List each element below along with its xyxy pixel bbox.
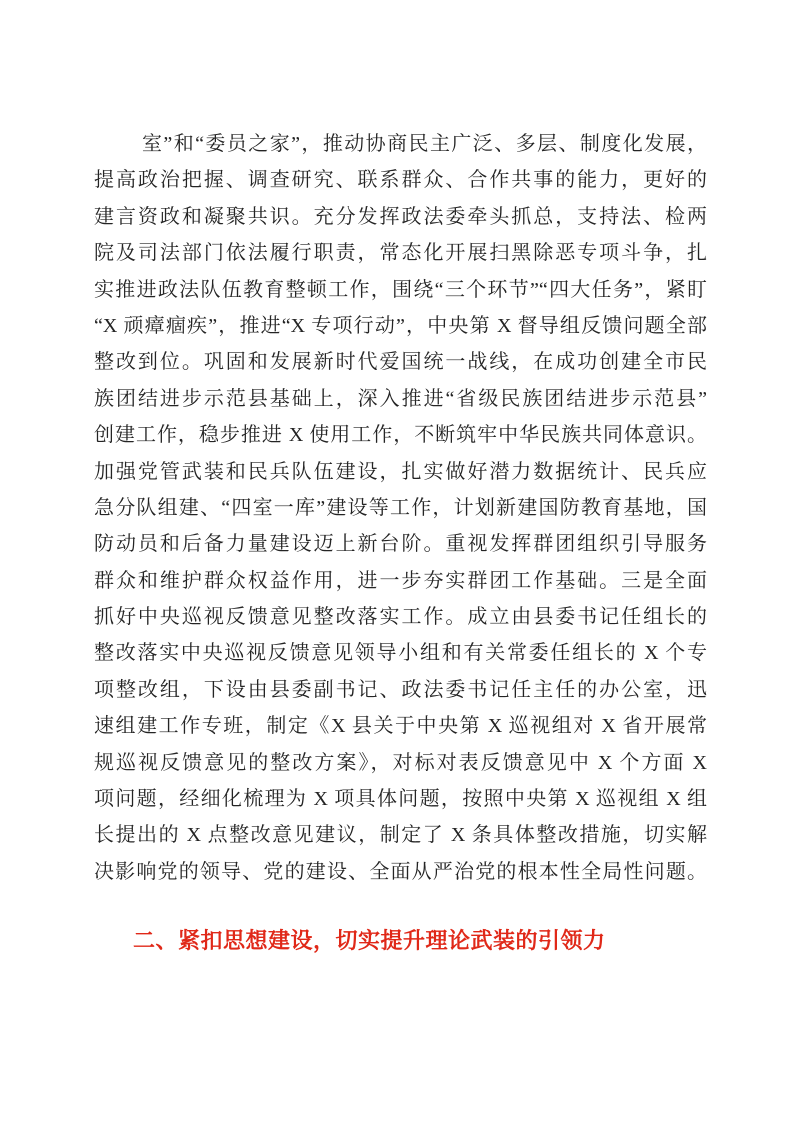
body-line: 族团结进步示范县基础上，深入推进“省级民族团结进步示范县” xyxy=(94,387,707,410)
body-line: 提高政治把握、调查研究、联系群众、合作共事的能力，更好的 xyxy=(94,169,707,192)
document-body xyxy=(94,126,707,959)
body-line: 规巡视反馈意见的整改方案》，对标对表反馈意见中 X 个方面 X xyxy=(94,751,707,774)
body-line: 决影响党的领导、党的建设、全面从严治党的根本性全局性问题。 xyxy=(94,860,707,883)
body-line: 创建工作，稳步推进 X 使用工作，不断筑牢中华民族共同体意识。 xyxy=(94,424,707,447)
body-line: 防动员和后备力量建设迈上新台阶。重视发挥群团组织引导服务 xyxy=(94,533,707,556)
body-line: “X 顽瘴痼疾”，推进“X 专项行动”，中央第 X 督导组反馈问题全部 xyxy=(94,314,707,337)
body-line: 整改到位。巩固和发展新时代爱国统一战线，在成功创建全市民 xyxy=(94,351,707,374)
body-line: 室”和“委员之家”，推动协商民主广泛、多层、制度化发展， xyxy=(142,133,707,155)
body-line: 群众和维护群众权益作用，进一步夯实群团工作基础。三是全面 xyxy=(94,569,707,592)
body-line: 项问题，经细化梳理为 X 项具体问题，按照中央第 X 巡视组 X 组 xyxy=(94,788,707,811)
section-heading: 二、紧扣思想建设，切实提升理论武装的引领力 xyxy=(133,928,606,954)
body-line: 整改落实中央巡视反馈意见领导小组和有关常委任组长的 X 个专 xyxy=(94,642,707,665)
body-line: 速组建工作专班，制定《X 县关于中央第 X 巡视组对 X 省开展常 xyxy=(94,715,707,738)
body-line: 实推进政法队伍教育整顿工作，围绕“三个环节”“四大任务”，紧盯 xyxy=(94,278,707,301)
body-line: 抓好中央巡视反馈意见整改落实工作。成立由县委书记任组长的 xyxy=(94,606,707,629)
body-line: 长提出的 X 点整改意见建议，制定了 X 条具体整改措施，切实解 xyxy=(94,824,707,847)
body-line: 项整改组，下设由县委副书记、政法委书记任主任的办公室，迅 xyxy=(94,678,707,701)
body-paragraph xyxy=(94,126,707,890)
body-line: 加强党管武装和民兵队伍建设，扎实做好潜力数据统计、民兵应 xyxy=(94,460,707,483)
body-line: 急分队组建、“四室一库”建设等工作，计划新建国防教育基地，国 xyxy=(94,496,707,519)
body-line: 建言资政和凝聚共识。充分发挥政法委牵头抓总，支持法、检两 xyxy=(94,205,707,228)
body-line: 院及司法部门依法履行职责，常态化开展扫黑除恶专项斗争，扎 xyxy=(94,242,707,265)
